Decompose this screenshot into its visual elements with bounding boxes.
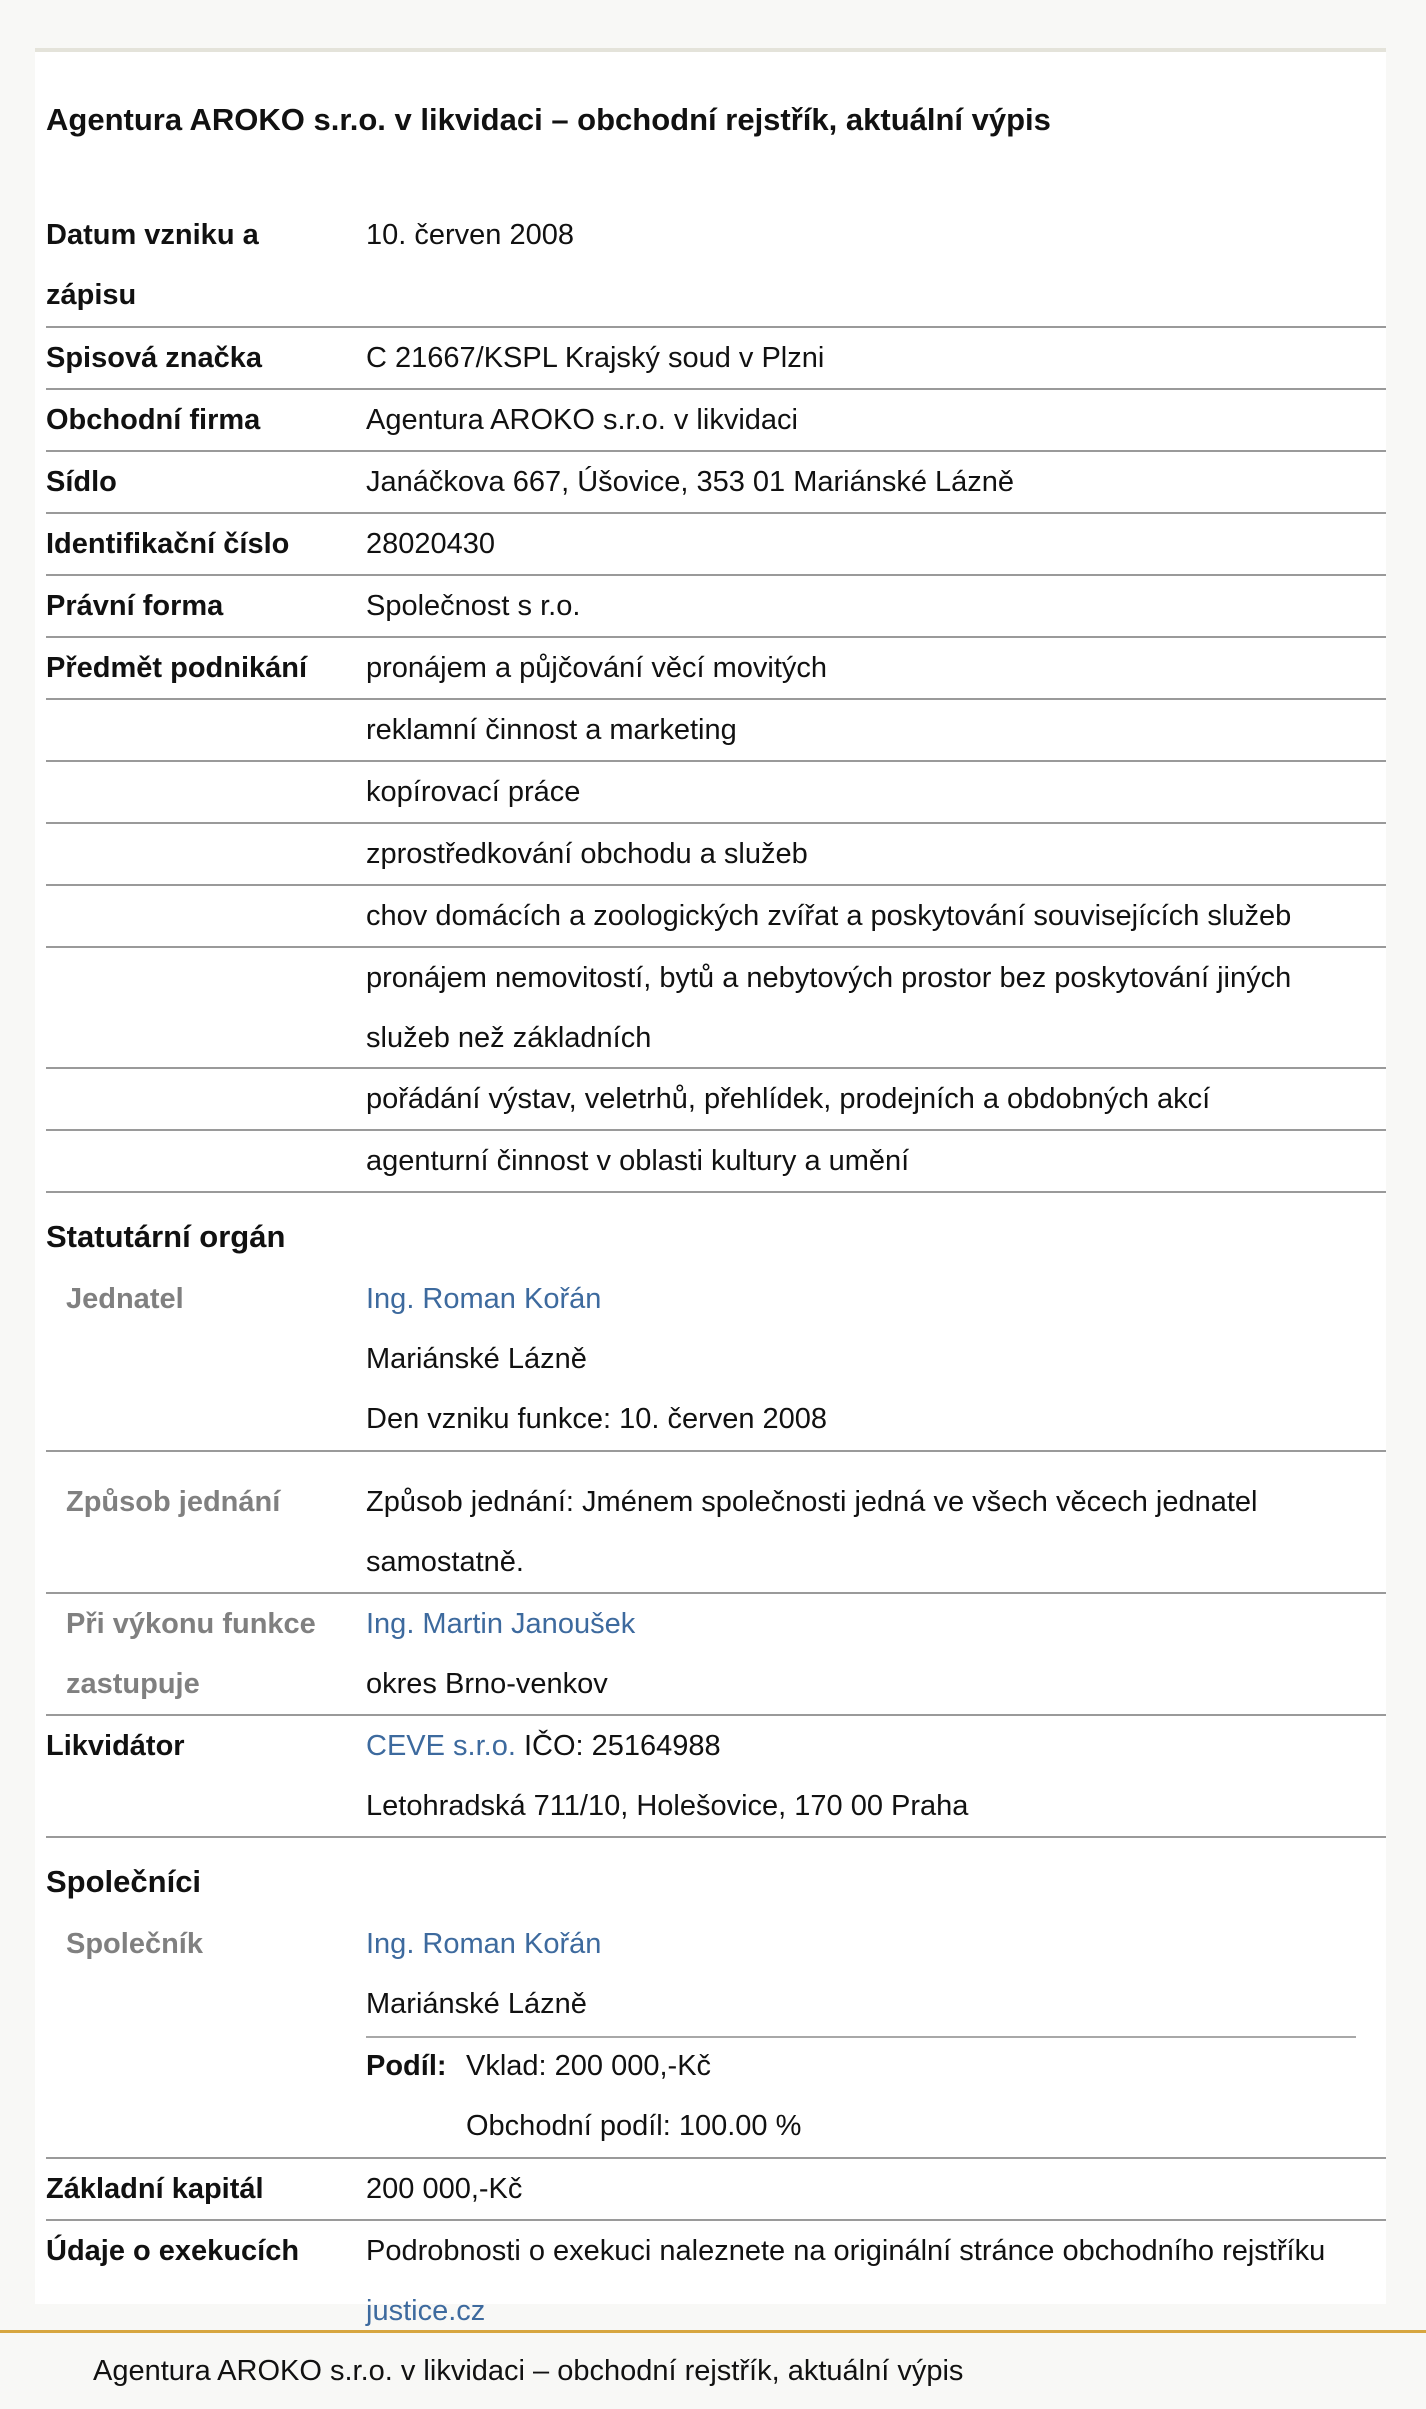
likvidator-name-link[interactable]: CEVE s.r.o. [366,1730,516,1762]
vykon-place: okres Brno-venkov [366,1668,608,1700]
row-predmet-2 [46,700,1386,762]
podil-obchodni: Obchodní podíl: 100.00 % [466,2110,802,2142]
kapital-label: Základní kapitál [46,2173,264,2205]
row-predmet-7 [46,1069,1386,1131]
predmet-item: agenturní činnost v oblasti kultury a umění [366,1145,910,1177]
datum-value: 10. červen 2008 [366,219,574,251]
row-spolecnik [46,1914,1386,2159]
likvidator-label: Likvidátor [46,1730,185,1762]
row-exekuce [46,2221,1386,2343]
spolecnik-name-link[interactable]: Ing. Roman Kořán [366,1928,602,1960]
page-footer [0,2330,1426,2409]
predmet-item: reklamní činnost a marketing [366,714,737,746]
spolecnik-city: Mariánské Lázně [366,1988,587,2020]
row-ico [46,514,1386,576]
kapital-value: 200 000,-Kč [366,2173,523,2205]
row-predmet-8 [46,1131,1386,1193]
statutarni-heading: Statutární orgán [46,1219,286,1254]
predmet-item: zprostředkování obchodu a služeb [366,838,808,870]
firma-value: Agentura AROKO s.r.o. v likvidaci [366,404,798,436]
forma-value: Společnost s r.o. [366,590,581,622]
datum-label-line1: Datum vzniku a [46,219,259,251]
ico-label: Identifikační číslo [46,528,290,560]
ico-value: 28020430 [366,528,496,560]
predmet-item-line1: pronájem nemovitostí, bytů a nebytových prostor bez poskytování jiných [366,962,1292,994]
vykon-label-line2: zastupuje [66,1668,200,1700]
sidlo-label: Sídlo [46,466,117,498]
row-predmet-5 [46,886,1386,948]
predmet-label: Předmět podnikání [46,652,308,684]
likvidator-address: Letohradská 711/10, Holešovice, 170 00 Praha [366,1790,969,1822]
row-obchodni-firma [46,390,1386,452]
vykon-label-line1: Při výkonu funkce [66,1608,316,1640]
row-predmet-6 [46,948,1386,1069]
vykon-name-link[interactable]: Ing. Martin Janoušek [366,1608,636,1640]
zpusob-text-line1: Způsob jednání: Jménem společnosti jedná ve všech věcech jednatel [366,1486,1258,1518]
footer-text: Agentura AROKO s.r.o. v likvidaci – obchodní rejstřík, aktuální výpis [93,2355,964,2387]
justice-link[interactable]: justice.cz [366,2295,486,2327]
podil-label: Podíl: [366,2050,447,2082]
exekuce-text: Podrobnosti o exekuci naleznete na originální stránce obchodního rejstříku [366,2235,1326,2267]
row-predmet-4 [46,824,1386,886]
predmet-item: pořádání výstav, veletrhů, přehlídek, prodejních a obdobných akcí [366,1083,1211,1115]
zpusob-text-line2: samostatně. [366,1546,524,1578]
row-likvidator [46,1716,1386,1838]
record-card [35,48,1386,2327]
row-pravni-forma [46,576,1386,638]
page-title: Agentura AROKO s.r.o. v likvidaci – obchodní rejstřík, aktuální výpis [46,102,1051,137]
row-sidlo [46,452,1386,514]
forma-label: Právní forma [46,590,224,622]
datum-label-line2: zápisu [46,279,137,311]
row-datum-vzniku [46,205,1386,328]
firma-label: Obchodní firma [46,404,261,436]
predmet-item: pronájem a půjčování věcí movitých [366,652,827,684]
predmet-item: kopírovací práce [366,776,581,808]
exekuce-label: Údaje o exekucích [46,2235,300,2267]
row-spisova-znacka [46,328,1386,390]
spolecnici-heading: Společníci [46,1864,202,1899]
predmet-item: chov domácích a zoologických zvířat a poskytování souvisejících služeb [366,900,1292,932]
jednatel-since: Den vzniku funkce: 10. červen 2008 [366,1403,828,1435]
spolecnik-label: Společník [66,1928,203,1960]
jednatel-city: Mariánské Lázně [366,1343,587,1375]
sidlo-value: Janáčkova 667, Úšovice, 353 01 Mariánské Lázně [366,466,1015,498]
jednatel-name-link[interactable]: Ing. Roman Kořán [366,1283,602,1315]
row-zakladni-kapital [46,2159,1386,2221]
zpusob-label: Způsob jednání [66,1486,281,1518]
spis-value: C 21667/KSPL Krajský soud v Plzni [366,342,825,374]
row-zpusob-jednani [46,1472,1386,1594]
row-predmet-3 [46,762,1386,824]
jednatel-label: Jednatel [66,1283,184,1315]
spis-label: Spisová značka [46,342,262,374]
likvidator-ico: IČO: 25164988 [515,1730,721,1762]
podil-vklad: Vklad: 200 000,-Kč [466,2050,712,2082]
row-predmet-1 [46,638,1386,700]
likvidator-line [366,1716,721,1776]
predmet-item-line2: služeb než základních [366,1022,652,1054]
row-vykon-funkce [46,1594,1386,1716]
row-jednatel [46,1269,1386,1452]
